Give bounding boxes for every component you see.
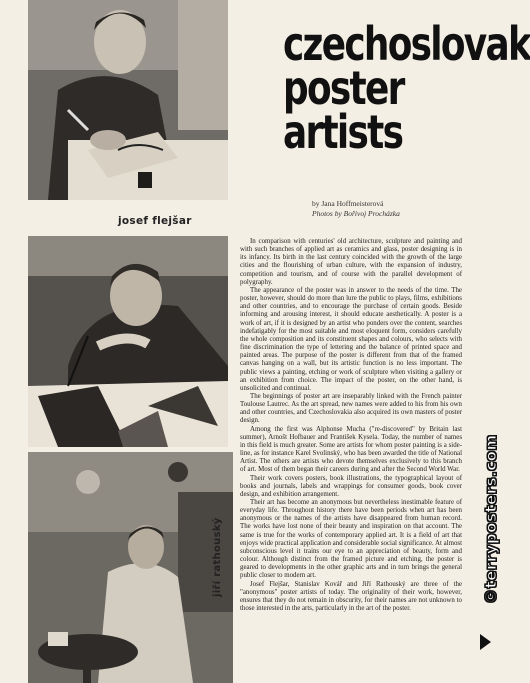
triangle-right-icon[interactable]: [480, 634, 491, 650]
paragraph: Among the first was Alphonse Mucha ("re-discovered" by Britain last summer), Arnošt Hofbauer and František Kysela. Today, the number of names in this field is much greater. Some are artists for whom poster painting is a side-line, as for instance Karel Svolinský, who has been awarded the title of National Artist. The others are artists who devote themselves exclusively to this branch of art. Most of them began their careers during and after the Second World War.: [240, 425, 462, 474]
caption-josef-flejsar: josef flejšar: [118, 215, 192, 227]
photo-stanislav-kovar: [28, 236, 228, 447]
paragraph: The beginnings of poster art are inseparably linked with the French painter Toulouse Lautrec. As the art spread, new names were added to his from his own and other countries, and Czechoslovakia also acquired its own masters of poster design.: [240, 392, 462, 425]
paragraph: The appearance of the poster was in answer to the needs of the time. The poster, however, should do more than lure the public to plays, films, exhibitions and other countries, and to encourage the purchase of certain goods. Beside informing and arousing interest, it should educate aesthetically. A poster is a work of art, if it is designed by an artist who ponders over the content, searches indefatigably for the most suitable and most eloquent form, considers carefully the whole composition and its constituent shapes and colours, who selects with fine discrimination the type of lettering and the balance of printed space and painted areas. The purpose of the poster is different from that of the framed canvas hanging on a wall, but its artistic function is no less important. The public views a painting, etching or work of sculpture when visiting a gallery or an exhibition from choice. The impact of the poster, on the other hand, is unsolicited and continual.: [240, 286, 462, 392]
title-line-2: poster: [283, 61, 404, 115]
photo-credit: Photos by Bořivoj Procházka: [312, 209, 400, 218]
photo-jiri-rathousky: [28, 452, 233, 683]
paragraph: In comparison with centuries' old architecture, sculpture and painting and with such branches of applied art as ceramics and glass, poster designing is in its infancy. Its birth in the last century coincided with the growth of the large cities and the flourishing of urban culture, with the expansion of industry, competition and tourism, and of course with the parallel development of polygraphy.: [240, 238, 462, 286]
watermark-text: ©terryposters.com: [482, 434, 500, 604]
article-title: [283, 17, 530, 159]
paragraph: Josef Flejšar, Stanislav Kovář and Jiří Rathouský are three of the "anonymous" poster artists of today. The originality of their work, however, ensures that they do not remain in obscurity, for their names are not unknown to those interested in the arts, particularly in the art of the poster.: [240, 580, 462, 613]
author-credit: by Jana Hoffmeisterová: [312, 199, 384, 208]
article-body: [240, 238, 462, 613]
paragraph: Their art has become an anonymous but nevertheless inestimable feature of everyday life. Throughout history there have been periods when art has been anonymous or the names of the artists have disappeared from human record. The works have lost none of their beauty and inspiration on that account. The same is true for the works of contemporary applied art. It is a field of art that enjoys wide practical application and considerable social significance. At almost subconscious level it trains our eye to an appreciation of beauty, form and colour. Although distinct from the framed picture and etching, the poster is geared to developments in the other graphic arts and in turn brings the general public closer to modern art.: [240, 499, 462, 580]
title-line-3: artists: [283, 105, 403, 159]
byline: [312, 199, 400, 219]
paragraph: Their work covers posters, book illustrations, the typographical layout of books and journals, labels and wrappings for consumer goods, book cover design, and exhibition arrangement.: [240, 474, 462, 498]
title-line-1: czechoslovak: [283, 17, 530, 71]
photo-josef-flejsar: [28, 0, 228, 200]
caption-jiri-rathousky: jiří rathouský: [212, 517, 223, 597]
